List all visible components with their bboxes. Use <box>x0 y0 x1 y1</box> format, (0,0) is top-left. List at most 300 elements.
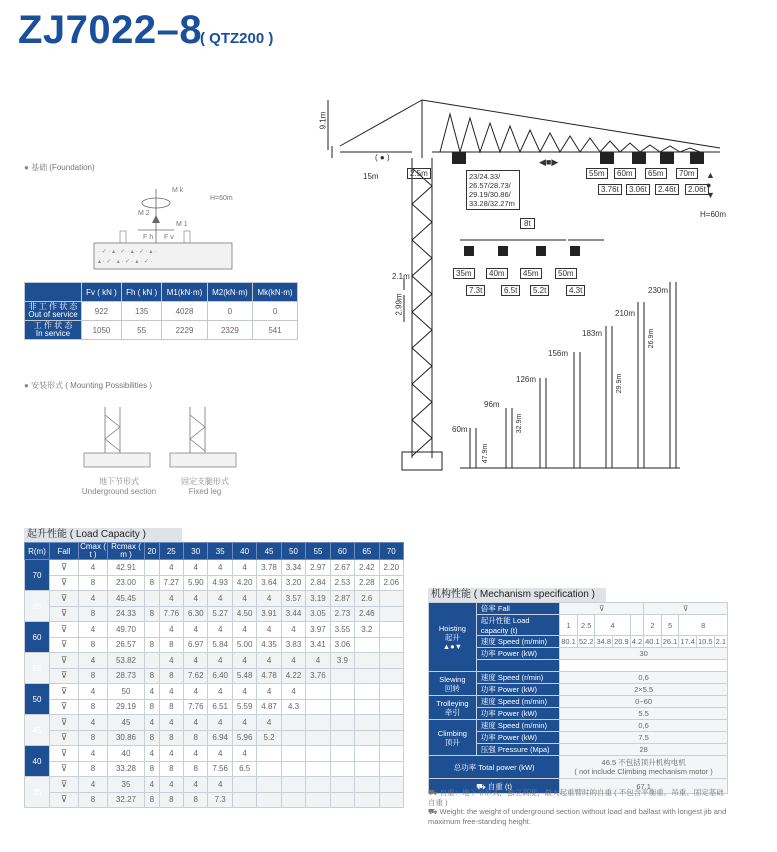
load-value-cell: 2.06 <box>379 575 403 591</box>
load-value-cell: 4 <box>184 684 208 700</box>
load-value-cell: 8 <box>145 699 160 715</box>
table-row <box>25 746 404 762</box>
total-power-label: 总功率 Total power (kW) <box>429 756 560 779</box>
height-183: 183m <box>582 329 603 338</box>
load-value-cell <box>379 653 403 669</box>
load-value-cell: 4 <box>159 684 183 700</box>
cab-height-label: 2.1m <box>392 272 410 281</box>
load-value-cell: 8 <box>159 637 183 653</box>
height-60: 60m <box>452 425 468 434</box>
table-row: 非 工 作 状 态 Out of service 922 135 4028 0 0 <box>25 302 298 321</box>
tip-load-box: 2.5m <box>407 168 431 179</box>
load-value-cell: 6.40 <box>208 668 232 684</box>
load-value-cell: 4 <box>184 777 208 793</box>
hook-2fall-icon: ⊽ <box>50 622 79 638</box>
radius-cell: 55 <box>25 653 50 684</box>
load-value-cell: 4 <box>208 684 232 700</box>
table-row: 工 作 状 态 In service 1050 55 2229 2329 541 <box>25 321 298 340</box>
load-value-cell: 2.97 <box>306 560 330 576</box>
load-value-cell <box>379 715 403 731</box>
jib-load-65: 2.46t <box>655 184 679 195</box>
weight-icon: ⛟ <box>428 807 440 816</box>
cmax-cell: 8 <box>79 761 108 777</box>
mounting-label-text: 安装形式 ( Mounting Possibilities ) <box>31 381 152 390</box>
load-value-cell <box>330 777 354 793</box>
hook-2fall-icon: ⊽ <box>50 746 79 762</box>
rcmax-cell: 35 <box>108 777 145 793</box>
hook-4fall-icon: ⊽ <box>50 792 79 808</box>
table-row <box>25 777 404 793</box>
table-row <box>25 591 404 607</box>
jib-load-45: 5.2t <box>530 285 549 296</box>
load-value-cell: 4 <box>232 560 256 576</box>
total-power-value: 46.5 不包括顶升机构电机 ( not include Climbing mechanism motor ) <box>560 756 728 779</box>
table-row: 功率 Power (kW) 30 <box>429 648 728 660</box>
rcmax-cell: 40 <box>108 746 145 762</box>
load-value-cell: 4 <box>232 653 256 669</box>
load-value-cell: 4 <box>306 653 330 669</box>
cmax-cell: 8 <box>79 575 108 591</box>
load-value-cell: 5.90 <box>184 575 208 591</box>
load-value-cell: 3.20 <box>281 575 305 591</box>
col-m1: M1(kN·m) <box>162 283 207 302</box>
load-value-cell: 8 <box>184 730 208 746</box>
load-value-cell <box>330 668 354 684</box>
load-value-cell: 4 <box>281 684 305 700</box>
table-row: 速度 Speed (m/min) 80.1 52.2 34.8 20.9 4.2 40.1 26.1 17.4 10.5 2.1 <box>429 636 728 648</box>
load-value-cell <box>232 792 256 808</box>
table-row <box>25 622 404 638</box>
fh-label: F h <box>143 234 154 241</box>
rcmax-cell: 33.28 <box>108 761 145 777</box>
load-value-cell <box>145 591 160 607</box>
col-r: R(m) <box>25 543 50 560</box>
hook-4fall-icon: ⊽ <box>50 730 79 746</box>
cmax-cell: 8 <box>79 606 108 622</box>
load-value-cell <box>330 715 354 731</box>
load-value-cell: 6.30 <box>184 606 208 622</box>
foundation-label <box>24 162 95 173</box>
hoist-arrows-icon: ▲●▼ <box>442 641 463 651</box>
load-value-cell <box>145 560 160 576</box>
hook-2fall-icon: ⊽ <box>50 560 79 576</box>
load-value-cell: 2.42 <box>355 560 379 576</box>
load-value-cell: 8 <box>159 761 183 777</box>
load-value-cell <box>355 777 379 793</box>
rcmax-cell: 32.27 <box>108 792 145 808</box>
rcmax-cell: 42.91 <box>108 560 145 576</box>
svg-text:▴ · ✓ · ▴ · ✓ · ▴ · ✓ ·: ▴ · ✓ · ▴ · ✓ · ▴ · ✓ · <box>98 259 153 265</box>
load-value-cell <box>330 792 354 808</box>
load-value-cell: 7.62 <box>184 668 208 684</box>
load-value-cell: 3.2 <box>355 622 379 638</box>
jib-load-50: 4.3t <box>566 285 585 296</box>
radius-cell: 45 <box>25 715 50 746</box>
load-value-cell <box>379 684 403 700</box>
radius-cell: 40 <box>25 746 50 777</box>
load-value-cell: 4 <box>208 715 232 731</box>
cmax-cell: 8 <box>79 792 108 808</box>
load-value-cell: 4 <box>232 746 256 762</box>
load-value-cell: 3.34 <box>281 560 305 576</box>
jib-length-50: 50m <box>555 268 577 279</box>
load-value-cell <box>379 730 403 746</box>
load-value-cell: 6.94 <box>208 730 232 746</box>
load-value-cell: 4 <box>208 746 232 762</box>
load-value-cell: 3.64 <box>257 575 281 591</box>
load-value-cell: 4.22 <box>281 668 305 684</box>
top-height-label: 9.1m <box>318 111 328 130</box>
cmax-cell: 8 <box>79 699 108 715</box>
trolley-group: Trolleying 牵引 <box>429 696 477 720</box>
col-m2: M2(kN·m) <box>207 283 252 302</box>
fixed-caption: 固定支腿形式 Fixed leg <box>181 477 229 496</box>
load-value-cell: 4.93 <box>208 575 232 591</box>
load-value-cell <box>257 777 281 793</box>
col-fh: Fh ( kN ) <box>121 283 161 302</box>
height-96: 96m <box>484 400 500 409</box>
weight-value: 67.1 <box>560 779 728 794</box>
table-row <box>25 560 404 576</box>
mechanism-title: 机构性能 ( Mechanism specification ) <box>428 588 606 602</box>
load-value-cell: 2.46 <box>355 606 379 622</box>
load-value-cell: 5.2 <box>257 730 281 746</box>
table-row: 起升性能 Load capacity (t) 1 2.5 4 2 5 8 <box>429 615 728 636</box>
load-value-cell: 6.97 <box>184 637 208 653</box>
load-value-cell: 3.55 <box>330 622 354 638</box>
cmax-cell: 4 <box>79 622 108 638</box>
cmax-cell: 8 <box>79 668 108 684</box>
load-value-cell <box>281 777 305 793</box>
section-height-label: 2.99m <box>394 293 404 316</box>
load-value-cell: 4.50 <box>232 606 256 622</box>
load-value-cell: 4 <box>257 591 281 607</box>
segment-1-label: 32.9m <box>516 413 524 434</box>
note-cn: ⛟ 自重：地下节形式，独立高度，最大起重臂时的自重 ( 不包含平衡重、吊重、固定基础自重 ) <box>428 788 724 807</box>
fv-label: F v <box>164 234 174 241</box>
weight-icon: ⛟ <box>428 788 440 797</box>
height-126: 126m <box>516 375 537 384</box>
hook-4fall-icon: ⊽ <box>50 699 79 715</box>
load-value-cell: 7.76 <box>159 606 183 622</box>
load-value-cell: 4 <box>159 591 183 607</box>
load-value-cell <box>355 730 379 746</box>
load-value-cell: 4 <box>184 560 208 576</box>
counter-jib-label: 15m <box>363 172 379 181</box>
load-value-cell: 4 <box>208 591 232 607</box>
table-row <box>25 730 404 746</box>
load-value-cell: 4 <box>257 684 281 700</box>
load-value-cell <box>281 792 305 808</box>
load-value-cell: 8 <box>145 575 160 591</box>
jib-load-60: 3.06t <box>626 184 650 195</box>
jib-length-55: 55m <box>586 168 608 179</box>
load-value-cell: 4 <box>232 591 256 607</box>
load-value-cell <box>355 746 379 762</box>
bullet-icon: ● <box>24 381 29 390</box>
table-row: Trolleying 牵引 速度 Speed (m/min) 0~60 <box>429 696 728 708</box>
load-value-cell <box>306 792 330 808</box>
radius-cell: 65 <box>25 591 50 622</box>
load-value-cell <box>379 606 403 622</box>
table-row: 功率 Power (kW) 5.5 <box>429 708 728 720</box>
rcmax-cell: 23.00 <box>108 575 145 591</box>
load-value-cell: 6.5 <box>232 761 256 777</box>
radius-cell: 70 <box>25 560 50 591</box>
load-value-cell <box>145 653 160 669</box>
table-row <box>25 715 404 731</box>
table-row <box>25 575 404 591</box>
rcmax-cell: 30.86 <box>108 730 145 746</box>
jib-length-45: 45m <box>520 268 542 279</box>
load-value-cell <box>379 777 403 793</box>
load-value-cell <box>306 761 330 777</box>
note-en: ⛟ Weight: the weight of underground section without load and ballast with longest jib and maximum free-standing height. <box>428 807 727 826</box>
load-value-cell <box>379 792 403 808</box>
load-value-cell: 7.3 <box>208 792 232 808</box>
table-row: 压强 Pressure (Mpa) 28 <box>429 744 728 756</box>
table-row: 功率 Power (kW) 2×5.5 <box>429 684 728 696</box>
load-value-cell <box>306 715 330 731</box>
load-value-cell: 4 <box>257 653 281 669</box>
load-value-cell: 4 <box>184 622 208 638</box>
load-value-cell: 4 <box>208 653 232 669</box>
load-value-cell: 4 <box>159 715 183 731</box>
jib-length-60: 60m <box>614 168 636 179</box>
col-fall: Fall <box>50 543 79 560</box>
load-value-cell: 8 <box>159 699 183 715</box>
slew-arrows-icon: ( ● ) <box>375 153 390 162</box>
load-value-cell: 2.20 <box>379 560 403 576</box>
load-value-cell: 4 <box>145 777 160 793</box>
cmax-cell: 4 <box>79 715 108 731</box>
hook-2fall-icon: ⊽ <box>50 591 79 607</box>
svg-text:· ✓ · ▴ · ✓ · ▴ · ✓ · ▴ ·: · ✓ · ▴ · ✓ · ▴ · ✓ · ▴ · <box>98 249 157 255</box>
table-row <box>25 668 404 684</box>
load-value-cell <box>257 792 281 808</box>
hoisting-group: Hoisting 起升 ▲●▼ <box>429 603 477 672</box>
col-fv: Fv ( kN ) <box>82 283 122 302</box>
jib-load-70: 2.06t <box>685 184 709 195</box>
table-row <box>25 792 404 808</box>
load-value-cell <box>232 777 256 793</box>
hook-4fall-icon: ⊽ <box>50 575 79 591</box>
radius-cell: 35 <box>25 777 50 808</box>
load-value-cell: 2.28 <box>355 575 379 591</box>
jib-length-70: 70m <box>676 168 698 179</box>
table-row: Slewing 回转 速度 Speed (r/min) 0,6 <box>429 672 728 684</box>
slewing-group: Slewing 回转 <box>429 672 477 696</box>
m1-label: M 1 <box>176 221 188 228</box>
cmax-cell: 8 <box>79 730 108 746</box>
load-value-cell <box>379 591 403 607</box>
radius-cell: 50 <box>25 684 50 715</box>
load-value-cell: 4 <box>257 622 281 638</box>
load-value-cell: 8 <box>159 730 183 746</box>
load-value-cell <box>257 761 281 777</box>
load-value-cell <box>306 746 330 762</box>
rcmax-cell: 29.19 <box>108 699 145 715</box>
rcmax-cell: 26.57 <box>108 637 145 653</box>
load-value-cell <box>145 622 160 638</box>
load-value-cell: 2.6 <box>355 591 379 607</box>
load-value-cell <box>355 715 379 731</box>
col-cmax: Cmax ( t ) <box>80 542 106 559</box>
cmax-cell: 4 <box>79 684 108 700</box>
load-value-cell: 4 <box>232 684 256 700</box>
load-table-header: R(m) Fall Cmax ( t ) Rcmax ( m ) 20 25 30 35 40 45 50 55 60 65 70 <box>25 543 404 560</box>
model-title: ZJ7022–8 <box>18 8 203 52</box>
load-value-cell <box>379 746 403 762</box>
load-value-cell <box>281 746 305 762</box>
load-value-cell: 7.27 <box>159 575 183 591</box>
load-value-cell: 4 <box>208 777 232 793</box>
rcmax-cell: 45.45 <box>108 591 145 607</box>
hook-4fall-icon: ⊽ <box>50 668 79 684</box>
load-value-cell <box>355 684 379 700</box>
max-load-box: 8t <box>520 218 535 229</box>
rcmax-cell: 53.82 <box>108 653 145 669</box>
load-value-cell: 6.51 <box>208 699 232 715</box>
load-value-cell: 5.84 <box>208 637 232 653</box>
hook-2fall-icon: ⊽ <box>50 684 79 700</box>
rcmax-cell: 28.73 <box>108 668 145 684</box>
load-value-cell: 8 <box>145 792 160 808</box>
load-value-cell <box>330 699 354 715</box>
underground-caption: 地下节形式 Underground section <box>81 477 157 496</box>
table-row <box>25 761 404 777</box>
segment-3-label: 26.9m <box>648 328 656 349</box>
climbing-group: Climbing 顶升 <box>429 720 477 756</box>
foundation-table <box>24 282 298 340</box>
fall-8-icon: ⊽ <box>644 603 728 615</box>
load-value-cell: 8 <box>159 668 183 684</box>
load-value-cell <box>355 637 379 653</box>
weight-label: ⛟ 自重 (t) <box>429 779 560 794</box>
table-row: Hoisting 起升 ▲●▼ 倍率 Fall ⊽ ⊽ <box>429 603 728 615</box>
load-value-cell: 5.96 <box>232 730 256 746</box>
load-value-cell: 4 <box>159 746 183 762</box>
load-value-cell <box>379 622 403 638</box>
load-value-cell: 5.00 <box>232 637 256 653</box>
table-row <box>25 606 404 622</box>
load-value-cell: 4 <box>184 653 208 669</box>
load-value-cell: 8 <box>145 730 160 746</box>
height-label: H=60m <box>210 195 233 202</box>
jib-load-55: 3.76t <box>598 184 622 195</box>
table-row <box>25 653 404 669</box>
load-value-cell: 3.76 <box>306 668 330 684</box>
jib-length-40: 40m <box>486 268 508 279</box>
load-value-cell: 3.91 <box>257 606 281 622</box>
cmax-cell: 8 <box>79 637 108 653</box>
rcmax-cell: 49.70 <box>108 622 145 638</box>
rcmax-cell: 50 <box>108 684 145 700</box>
load-value-cell <box>281 715 305 731</box>
fall-4-icon: ⊽ <box>560 603 644 615</box>
cmax-cell: 4 <box>79 653 108 669</box>
cmax-cell: 4 <box>79 591 108 607</box>
table-row <box>25 699 404 715</box>
load-value-cell: 4 <box>145 684 160 700</box>
load-value-cell <box>330 761 354 777</box>
load-value-cell: 2.84 <box>306 575 330 591</box>
load-value-cell: 4 <box>232 715 256 731</box>
load-value-cell <box>330 746 354 762</box>
load-value-cell: 4.87 <box>257 699 281 715</box>
h-label: H=60m <box>700 210 727 219</box>
hook-2fall-icon: ⊽ <box>50 777 79 793</box>
foundation-table-header <box>25 283 298 302</box>
load-value-cell: 2.53 <box>330 575 354 591</box>
load-value-cell <box>355 792 379 808</box>
load-value-cell: 4 <box>145 746 160 762</box>
cmax-cell: 4 <box>79 560 108 576</box>
rcmax-cell: 45 <box>108 715 145 731</box>
model-subtitle: ( QTZ200 ) <box>200 30 274 47</box>
load-value-cell: 8 <box>145 637 160 653</box>
load-value-cell: 8 <box>145 606 160 622</box>
load-value-cell: 2.87 <box>330 591 354 607</box>
hook-4fall-icon: ⊽ <box>50 606 79 622</box>
load-value-cell: 5.59 <box>232 699 256 715</box>
mk-label: M k <box>172 187 184 194</box>
load-value-cell: 4 <box>159 653 183 669</box>
mounting-label <box>24 380 152 391</box>
load-value-cell <box>330 684 354 700</box>
load-capacity-table <box>24 542 404 808</box>
height-210: 210m <box>615 309 636 318</box>
load-value-cell <box>281 761 305 777</box>
cmax-cell: 4 <box>79 746 108 762</box>
jib-load-35: 7.3t <box>466 285 485 296</box>
table-row: Climbing 顶升 速度 Speed (m/min) 0,6 <box>429 720 728 732</box>
load-value-cell: 8 <box>145 761 160 777</box>
load-value-cell <box>257 746 281 762</box>
hook-2fall-icon: ⊽ <box>50 653 79 669</box>
load-value-cell <box>330 730 354 746</box>
foundation-label-text: 基础 (Foundation) <box>31 163 95 172</box>
load-value-cell <box>379 668 403 684</box>
jib-load-40: 6.5t <box>501 285 520 296</box>
load-value-cell: 3.83 <box>281 637 305 653</box>
mounting-diagram <box>80 405 250 475</box>
mechanism-table <box>428 602 728 794</box>
load-value-cell: 4.35 <box>257 637 281 653</box>
load-value-cell: 5.27 <box>208 606 232 622</box>
weight-notes <box>428 788 728 826</box>
load-value-cell <box>379 637 403 653</box>
hook-2fall-icon: ⊽ <box>50 715 79 731</box>
col-rcmax: Rcmax ( m ) <box>108 543 145 560</box>
load-value-cell: 4 <box>208 622 232 638</box>
load-value-cell: 4 <box>159 560 183 576</box>
load-value-cell: 3.05 <box>306 606 330 622</box>
load-value-cell: 3.06 <box>330 637 354 653</box>
load-value-cell <box>355 699 379 715</box>
load-value-cell <box>306 777 330 793</box>
load-value-cell <box>306 684 330 700</box>
jib-length-65: 65m <box>645 168 667 179</box>
load-value-cell: 3.97 <box>306 622 330 638</box>
load-value-cell: 8 <box>145 668 160 684</box>
load-value-cell: 8 <box>159 792 183 808</box>
table-row <box>429 756 728 779</box>
m2-label: M 2 <box>138 210 150 217</box>
load-note-box: 23/24.33/ 26.57/28.73/ 29.19/30.86/ 33.28/32.27m <box>466 170 520 210</box>
load-value-cell: 4.3 <box>281 699 305 715</box>
segment-2-label: 29.9m <box>616 373 624 394</box>
